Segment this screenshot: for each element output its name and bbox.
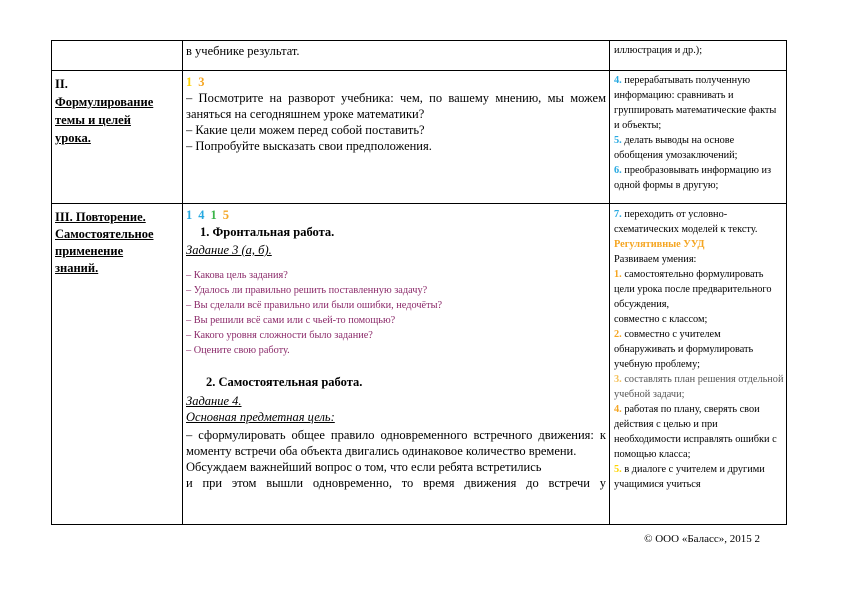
reflection-question: – Какого уровня сложности было задание?	[186, 330, 373, 341]
uud-item: 5. в диалоге с учителем и другими учащимися учиться	[614, 464, 765, 490]
stage-title: III. Повторение.	[55, 210, 146, 224]
stage-3-content	[186, 208, 606, 491]
row1-uud: иллюстрация и др.);	[614, 45, 703, 56]
body-text: Обсуждаем важнейший вопрос о том, что если ребята встретились	[186, 460, 542, 474]
row1-content: в учебнике результат.	[186, 44, 300, 58]
stage-2	[55, 75, 181, 147]
uud-item: 7. переходить от условно-схематических моделей к тексту.	[614, 209, 758, 235]
uud-item: 3. составлять план решения отдельной учебной задачи;	[614, 374, 784, 400]
stage-3	[55, 209, 181, 277]
uud-item: 6. преобразовывать информацию из одной формы в другую;	[614, 165, 772, 191]
reflection-question: – Оцените свою работу.	[186, 345, 290, 356]
reflection-questions	[186, 268, 606, 358]
teacher-question: – Какие цели можем перед собой поставить?	[186, 123, 425, 137]
task-label: Задание 3 (а, б).	[186, 243, 272, 257]
uud-item: 2. совместно с учителем обнаруживать и формулировать учебную проблему;	[614, 329, 754, 370]
uud-item: 1. самостоятельно формулировать цели урока после предварительного обсуждения,	[614, 269, 772, 310]
table-border-bottom	[51, 524, 787, 525]
table-border-top	[51, 40, 787, 41]
body-text: и при этом вышли одновременно, то время движения до встречи у	[186, 476, 606, 490]
stage-title: Самостоятельное	[55, 227, 154, 241]
stage-2-uud	[614, 73, 784, 193]
row-divider	[51, 70, 787, 71]
uud-number: 1	[186, 75, 193, 89]
uud-item: 4. работая по плану, сверять свои действия с целью и при необходимости исправлять ошибки с помощью класса;	[614, 404, 777, 460]
task-label: Задание 4.	[186, 394, 242, 408]
uud-numbers: 1 4 1 5	[186, 208, 229, 222]
uud-item: 4. перерабатывать полученную информацию: сравнивать и группировать математические факты и объекты;	[614, 75, 777, 131]
stage-title: Формулирование	[55, 95, 154, 109]
section-heading: 2. Самостоятельная работа.	[206, 375, 363, 389]
reflection-question: – Вы сделали всё правильно или были ошибки, недочёты?	[186, 300, 443, 311]
uud-item: 5. делать выводы на основе обобщения умозаключений;	[614, 135, 738, 161]
uud-numbers	[186, 75, 606, 90]
copyright-footer: © ООО «Баласс», 2015 2	[644, 533, 760, 545]
table-border-right	[786, 40, 787, 524]
goal-label: Основная предметная цель:	[186, 410, 335, 424]
teacher-question: – Посмотрите на разворот учебника: чем, по вашему мнению, мы можем заняться на сегодняшнем уроке математики?	[186, 91, 606, 121]
develop-label: Развиваем умения:	[614, 254, 697, 265]
reflection-question: – Вы решили всё сами или с чьей-то помощью?	[186, 315, 396, 326]
stage-title: урока.	[55, 131, 91, 145]
uud-number: 3	[198, 75, 205, 89]
row-divider	[51, 203, 787, 204]
stage-number: II.	[55, 77, 68, 91]
table-border-left	[51, 40, 52, 524]
section-heading: 1. Фронтальная работа.	[200, 225, 335, 239]
regulatory-uud-title: Регулятивные УУД	[614, 239, 705, 250]
column-divider	[609, 40, 610, 524]
teacher-question: – Попробуйте высказать свои предположения.	[186, 139, 432, 153]
lesson-table	[51, 40, 787, 524]
reflection-question: – Удалось ли правильно решить поставленную задачу?	[186, 285, 428, 296]
goal-text: – сформулировать общее правило одновременного встречного движения: к моменту встречи оба объекта двигались одинаковое количество времени.	[186, 428, 606, 458]
stage-2-content	[186, 75, 606, 154]
uud-item: совместно с классом;	[614, 314, 708, 325]
column-divider	[182, 40, 183, 524]
stage-3-uud	[614, 207, 784, 492]
stage-title: темы и целей	[55, 113, 131, 127]
stage-title: знаний.	[55, 261, 99, 275]
reflection-question: – Какова цель задания?	[186, 270, 288, 281]
stage-title: применение	[55, 244, 124, 258]
